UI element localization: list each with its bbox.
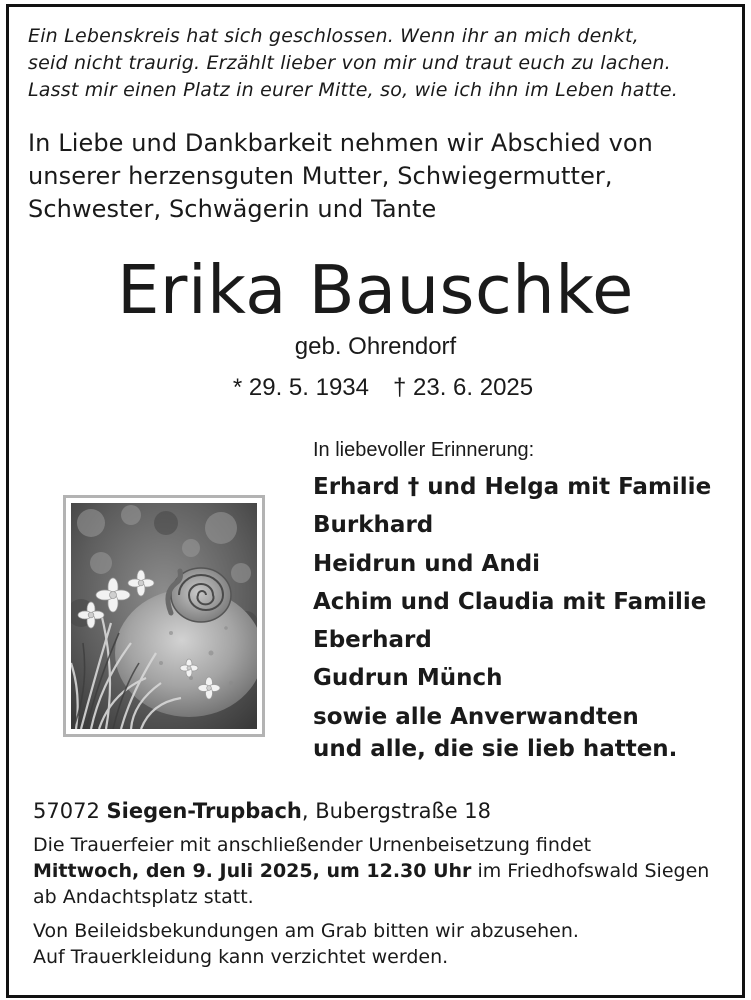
closing-line: und alle, die sie lieb hatten. xyxy=(313,736,678,762)
ceremony-line: Die Trauerfeier mit anschließender Urnenbeisetzung findet xyxy=(33,834,592,856)
snail-stone-flowers-photo xyxy=(71,503,257,729)
note-line: Auf Trauerkleidung kann verzichtet werden. xyxy=(33,946,449,968)
ceremony-line: ab Andachtsplatz statt. xyxy=(33,886,254,908)
intro-line: Schwester, Schwägerin und Tante xyxy=(28,195,437,223)
ceremony-info xyxy=(33,832,709,910)
deceased-name: Erika Bauschke xyxy=(117,251,634,329)
memorial-photo-frame xyxy=(63,495,265,737)
mourner-name: Erhard † und Helga mit Familie xyxy=(313,474,712,500)
farewell-intro xyxy=(28,127,653,226)
mourner-name: Burkhard xyxy=(313,512,434,539)
mourners-list xyxy=(313,468,711,698)
intro-line: In Liebe und Dankbarkeit nehmen wir Abschied von xyxy=(28,129,653,157)
address-street: , Bubergstraße 18 xyxy=(301,799,492,823)
mourners-closing xyxy=(313,701,677,765)
mourner-name: Achim und Claudia mit Familie xyxy=(313,588,707,615)
mourner-name: Eberhard xyxy=(313,627,432,654)
closing-line: sowie alle Anverwandten xyxy=(313,704,639,730)
mourner-name: Gudrun Münch xyxy=(313,665,503,692)
poem xyxy=(28,23,678,104)
maiden-name: geb. Ohrendorf xyxy=(294,333,457,360)
life-dates xyxy=(0,372,751,404)
ceremony-line xyxy=(33,858,709,884)
death-date: † 23. 6. 2025 xyxy=(393,374,534,401)
memory-label: In liebevoller Erinnerung: xyxy=(313,439,535,461)
mourner-name: Heidrun und Andi xyxy=(313,550,541,577)
poem-line: Ein Lebenskreis hat sich geschlossen. Wenn ihr an mich denkt, xyxy=(28,25,639,47)
intro-line: unserer herzensguten Mutter, Schwiegermutter, xyxy=(28,162,613,190)
address-zip: 57072 xyxy=(33,799,100,823)
birth-date: * 29. 5. 1934 xyxy=(232,374,369,401)
ceremony-date: Mittwoch, den 9. Juli 2025, um 12.30 Uhr xyxy=(33,860,472,882)
poem-line: Lasst mir einen Platz in eurer Mitte, so, wie ich ihn im Leben hatte. xyxy=(28,79,678,101)
address-city: Siegen-Trupbach xyxy=(106,799,302,823)
ceremony-place: im Friedhofswald Siegen xyxy=(471,860,710,882)
poem-line: seid nicht traurig. Erzählt lieber von mir und traut euch zu lachen. xyxy=(28,52,671,74)
note-line: Von Beileidsbekundungen am Grab bitten wir abzusehen. xyxy=(33,920,579,942)
address xyxy=(33,796,491,826)
notes xyxy=(33,918,579,970)
